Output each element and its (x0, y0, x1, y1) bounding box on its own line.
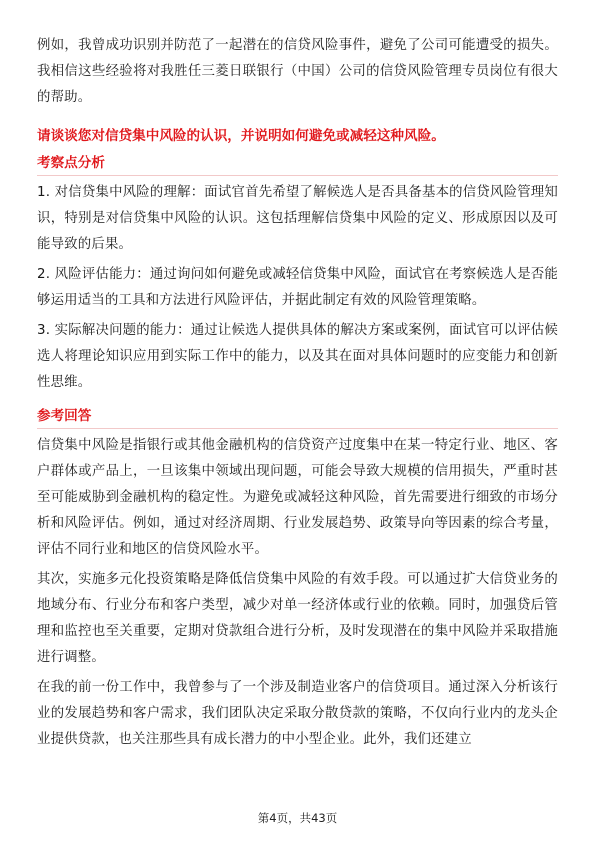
document-page (37, 33, 558, 757)
reference-paragraph: 信贷集中风险是指银行或其他金融机构的信贷资产过度集中在某一特定行业、地区、客户群体或产品上，一旦该集中领域出现问题，可能会导致大规模的信用损失，严重时甚至可能威胁到金融机构的稳定性。为避免或减轻这种风险，首先需要进行细致的市场分析和风险评估。例如，通过对经济周期、行业发展趋势、政策导向等因素的综合考量，评估不同行业和地区的信贷风险水平。 (37, 438, 558, 557)
analysis-point: 1. 对信贷集中风险的理解：面试官首先希望了解候选人是否具备基本的信贷风险管理知识，特别是对信贷集中风险的认识。这包括理解信贷集中风险的定义、形成原因以及可能导致的后果。 (37, 185, 558, 252)
reference-paragraph: 在我的前一份工作中，我曾参与了一个涉及制造业客户的信贷项目。通过深入分析该行业的发展趋势和客户需求，我们团队决定采取分散贷款的策略，不仅向行业内的龙头企业提供贷款，也关注那些具有成长潜力的中小型企业。此外，我们还建立 (37, 680, 558, 747)
reference-section-title: 参考回答 (37, 408, 92, 424)
analysis-section-title: 考察点分析 (37, 155, 105, 171)
interview-question: 请谈谈您对信贷集中风险的认识，并说明如何避免或减轻这种风险。 (37, 128, 445, 144)
analysis-point: 2. 风险评估能力：通过询问如何避免或减轻信贷集中风险，面试官在考察候选人是否能够运用适当的工具和方法进行风险评估，并据此制定有效的风险管理策略。 (37, 267, 558, 308)
analysis-point: 3. 实际解决问题的能力：通过让候选人提供具体的解决方案或案例，面试官可以评估候选人将理论知识应用到实际工作中的能力，以及其在面对具体问题时的应变能力和创新性思维。 (37, 323, 558, 390)
section-divider (37, 428, 558, 429)
intro-paragraph: 例如，我曾成功识别并防范了一起潜在的信贷风险事件，避免了公司可能遭受的损失。我相信这些经验将对我胜任三菱日联银行（中国）公司的信贷风险管理专员岗位有很大的帮助。 (37, 38, 558, 105)
section-divider (37, 175, 558, 176)
reference-paragraph: 其次，实施多元化投资策略是降低信贷集中风险的有效手段。可以通过扩大信贷业务的地域分布、行业分布和客户类型，减少对单一经济体或行业的依赖。同时，加强贷后管理和监控也至关重要，定期对贷款组合进行分析，及时发现潜在的集中风险并采取措施进行调整。 (37, 572, 558, 665)
page-number: 第4页，共43页 (257, 811, 338, 825)
